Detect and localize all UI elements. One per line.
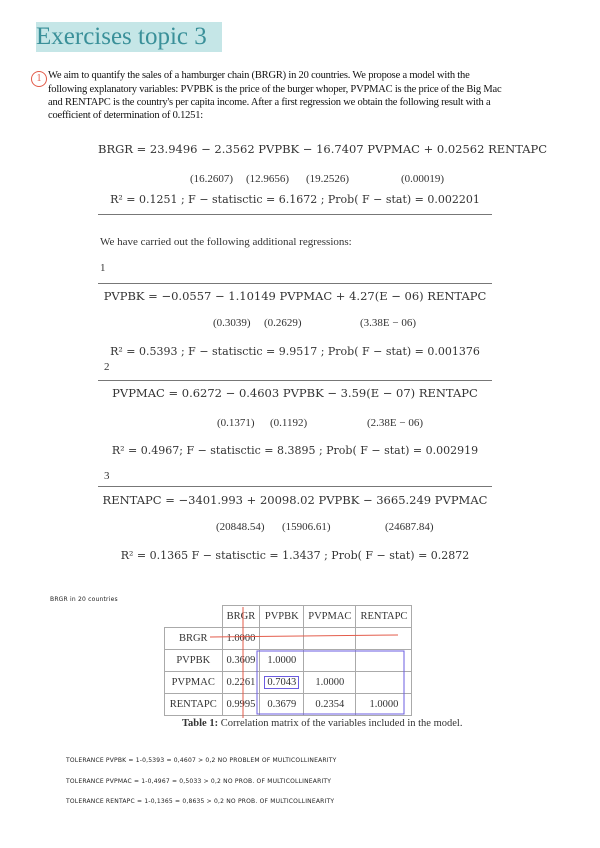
column-header: PVPBK [260,606,304,628]
cell: 0.3609 [222,650,260,672]
std-error: (0.1192) [270,417,308,429]
std-error: (19.2526) [306,173,350,185]
row-label: PVPMAC [165,672,223,694]
intro-line: coefficient of determination of 0.1251: [48,110,203,121]
column-header: BRGR [222,606,260,628]
intro-line: following explanatory variables: PVPBK is the price of the burger whoper, PVPMAC is the price of the Big Mac [48,84,502,95]
handwritten-label: BRGR in 20 countries [50,596,118,603]
std-error: (2.38E − 06) [367,417,423,429]
regression-number: 1 [100,262,106,274]
std-error: (0.2629) [264,317,302,329]
std-error: (20848.54) [216,521,265,533]
regression-stats: R² = 0.5393 ; F − statisctic = 9.9517 ; Prob( F − stat) = 0.001376 [110,345,480,358]
regression-number: 2 [104,361,110,373]
handwritten-note: TOLERANCE RENTAPC = 1-0,1365 = 0,8635 > 0,2 NO PROB. OF MULTICOLLINEARITY [66,798,335,805]
intro-line: We aim to quantify the sales of a hamburger chain (BRGR) in 20 countries. We propose a model with the [48,70,470,81]
cell: 1.0000 [222,628,260,650]
row-label: RENTAPC [165,694,223,716]
cell: 0.3679 [260,694,304,716]
std-error: (12.9656) [246,173,290,185]
caption-label: Table 1: [182,718,219,729]
cell: 1.0000 [356,694,412,716]
handwritten-note: TOLERANCE PVPMAC = 1-0,4967 = 0,5033 > 0,2 NO PROB. OF MULTICOLLINEARITY [66,778,332,785]
exercise-number-circle: 1 [31,71,47,87]
std-error: (16.2607) [190,173,234,185]
std-error: (15906.61) [282,521,331,533]
main-stats: R² = 0.1251 ; F − statisctic = 6.1672 ; Prob( F − stat) = 0.002201 [110,193,480,206]
column-header: RENTAPC [356,606,412,628]
regression-stats: R² = 0.1365 F − statisctic = 1.3437 ; Prob( F − stat) = 0.2872 [120,549,470,562]
handwritten-note: TOLERANCE PVPBK = 1-0,5393 = 0,4607 > 0,2 NO PROBLEM OF MULTICOLLINEARITY [66,757,337,764]
cell: 0.2261 [222,672,260,694]
cell: 1.0000 [304,672,356,694]
cell: 1.0000 [260,650,304,672]
regression-number: 3 [104,470,110,482]
table-caption [182,718,462,729]
regression-equation: PVPMAC = 0.6272 − 0.4603 PVPBK − 3.59(E − 07) RENTAPC [112,386,478,400]
std-error: (3.38E − 06) [360,317,416,329]
std-error: (24687.84) [385,521,434,533]
page-title: Exercises topic 3 [36,22,222,52]
std-error: (0.1371) [217,417,255,429]
blue-box-annotation [257,651,404,714]
column-header: PVPMAC [304,606,356,628]
red-horizontal-strike [210,635,398,637]
main-equation: BRGR = 23.9496 − 2.3562 PVPBK − 16.7407 PVPMAC + 0.02562 RENTAPC [98,142,548,156]
cell: 0.2354 [304,694,356,716]
row-label: BRGR [165,628,223,650]
highlighted-cell: 0.7043 [264,676,299,689]
regression-equation: RENTAPC = −3401.993 + 20098.02 PVPBK − 3665.249 PVPMAC [102,493,488,507]
additional-intro: We have carried out the following additional regressions: [100,236,352,248]
row-label: PVPBK [165,650,223,672]
cell: 0.9995 [222,694,260,716]
intro-line: and RENTAPC is the country's per capita income. After a first regression we obtain the following result with a [48,97,491,108]
std-error: (0.00019) [401,173,445,185]
caption-text: Correlation matrix of the variables included in the model. [218,718,463,729]
regression-stats: R² = 0.4967; F − statisctic = 8.3895 ; Prob( F − stat) = 0.002919 [111,444,479,457]
std-error: (0.3039) [213,317,251,329]
regression-equation: PVPBK = −0.0557 − 1.10149 PVPMAC + 4.27(E − 06) RENTAPC [103,289,487,303]
